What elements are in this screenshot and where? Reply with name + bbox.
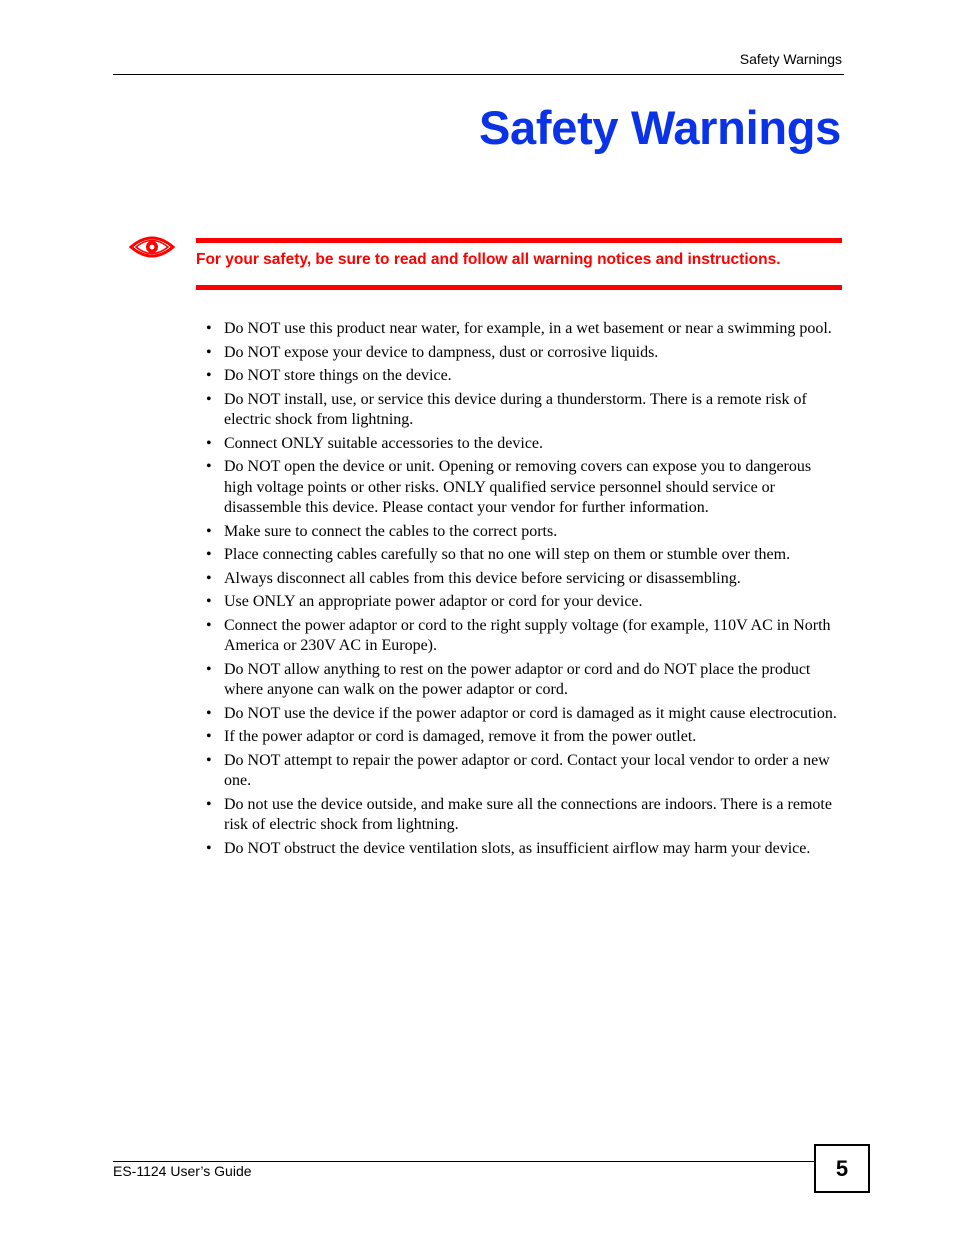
bullet-icon: • bbox=[206, 728, 212, 745]
page-number: 5 bbox=[814, 1144, 870, 1193]
list-item bbox=[202, 616, 842, 657]
eye-warning-icon bbox=[129, 232, 175, 262]
list-item bbox=[202, 434, 842, 455]
list-item-text: Do NOT use the device if the power adaptor or cord is damaged as it might cause electrocution. bbox=[224, 704, 837, 722]
bullet-icon: • bbox=[206, 390, 212, 408]
warning-top-rule bbox=[196, 238, 842, 243]
running-header: Safety Warnings bbox=[739, 51, 842, 67]
bullet-icon: • bbox=[206, 320, 212, 337]
list-item-text: Do NOT expose your device to dampness, dust or corrosive liquids. bbox=[224, 343, 659, 361]
bullet-icon: • bbox=[206, 522, 212, 540]
list-item-text: Connect the power adaptor or cord to the right supply voltage (for example, 110V AC in North America or 230V AC in Europe). bbox=[224, 616, 831, 654]
warning-text: For your safety, be sure to read and follow all warning notices and instructions. bbox=[196, 251, 781, 268]
list-item-text: Do NOT use this product near water, for example, in a wet basement or near a swimming pool. bbox=[224, 320, 832, 337]
bullet-icon: • bbox=[206, 660, 212, 678]
list-item bbox=[202, 366, 842, 387]
page-title: Safety Warnings bbox=[479, 101, 841, 154]
list-item bbox=[202, 319, 842, 340]
list-item bbox=[202, 660, 842, 701]
list-item-text: Make sure to connect the cables to the correct ports. bbox=[224, 522, 558, 540]
list-item bbox=[202, 569, 842, 590]
warning-bottom-rule bbox=[196, 285, 842, 290]
list-item-text: Do NOT allow anything to rest on the power adaptor or cord and do NOT place the product where anyone can walk on the power adaptor or cord. bbox=[224, 660, 811, 698]
list-item-text: Do NOT obstruct the device ventilation slots, as insufficient airflow may harm your device. bbox=[224, 839, 811, 857]
bullet-icon: • bbox=[206, 434, 212, 452]
bullet-icon: • bbox=[206, 616, 212, 634]
list-item bbox=[202, 522, 842, 543]
list-item-text: Always disconnect all cables from this device before servicing or disassembling. bbox=[224, 569, 741, 587]
bullet-icon: • bbox=[206, 546, 212, 563]
bullet-icon: • bbox=[206, 367, 212, 384]
list-item bbox=[202, 592, 842, 613]
list-item bbox=[202, 545, 842, 566]
header-divider bbox=[113, 74, 844, 75]
list-item bbox=[202, 390, 842, 431]
bullet-icon: • bbox=[206, 343, 212, 361]
list-item bbox=[202, 839, 842, 860]
bullet-icon: • bbox=[206, 458, 212, 475]
list-item-text: If the power adaptor or cord is damaged, remove it from the power outlet. bbox=[224, 728, 697, 745]
bullet-icon: • bbox=[206, 593, 212, 610]
footer-guide-name: ES-1124 User’s Guide bbox=[113, 1163, 252, 1179]
list-item-text: Do NOT install, use, or service this device during a thunderstorm. There is a remote risk of electric shock from lightning. bbox=[224, 390, 807, 428]
bullet-icon: • bbox=[206, 704, 212, 722]
list-item-text: Do NOT open the device or unit. Opening or removing covers can expose you to dangerous high voltage points or other risks. ONLY qualified service personnel should service or disassemble this device. Please contact your vendor for further information. bbox=[224, 458, 812, 516]
list-item-text: Place connecting cables carefully so that no one will step on them or stumble over them. bbox=[224, 546, 791, 563]
list-item bbox=[202, 751, 842, 792]
bullet-icon: • bbox=[206, 751, 212, 769]
bullet-icon: • bbox=[206, 569, 212, 587]
safety-bullet-list bbox=[202, 319, 842, 862]
list-item bbox=[202, 704, 842, 725]
list-item-text: Connect ONLY suitable accessories to the device. bbox=[224, 434, 544, 452]
list-item-text: Do NOT attempt to repair the power adaptor or cord. Contact your local vendor to order a new one. bbox=[224, 751, 830, 789]
list-item bbox=[202, 727, 842, 748]
list-item-text: Do NOT store things on the device. bbox=[224, 367, 452, 384]
list-item-text: Use ONLY an appropriate power adaptor or cord for your device. bbox=[224, 593, 643, 610]
list-item bbox=[202, 795, 842, 836]
list-item bbox=[202, 457, 842, 519]
bullet-icon: • bbox=[206, 839, 212, 857]
list-item bbox=[202, 343, 842, 364]
list-item-text: Do not use the device outside, and make sure all the connections are indoors. There is a remote risk of electric shock from lightning. bbox=[224, 795, 832, 833]
bullet-icon: • bbox=[206, 795, 212, 813]
